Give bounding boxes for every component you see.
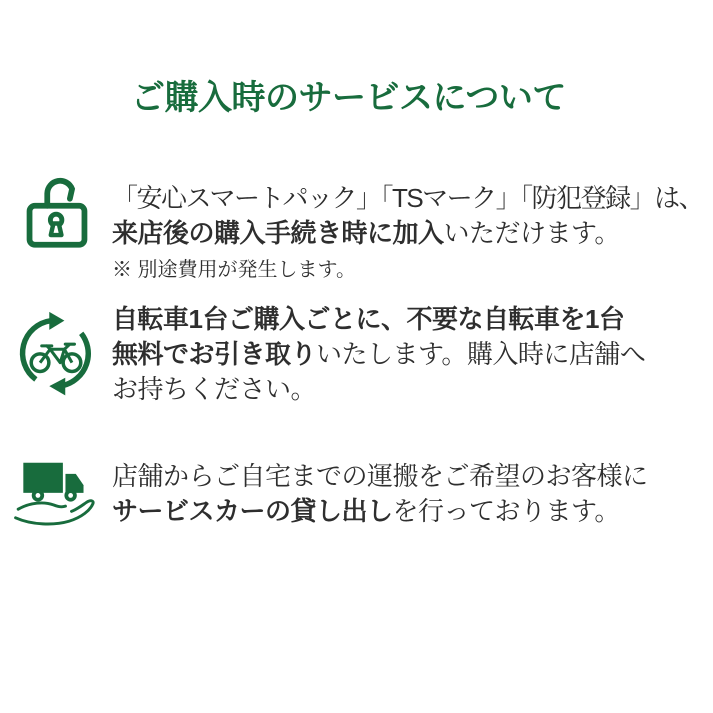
service-line xyxy=(112,216,707,251)
service-line xyxy=(112,181,707,216)
text-segment: 店舗からご自宅までの運搬をご希望のお客様に xyxy=(112,461,648,491)
text-segment: 「安心スマートパック」「TSマーク」「防犯登録」は、 xyxy=(112,183,704,213)
service-section-insurance xyxy=(112,181,707,284)
text-segment: を行っております。 xyxy=(392,496,620,526)
text-segment-bold: 無料でお引き取り xyxy=(112,339,317,369)
service-line xyxy=(112,302,707,337)
text-segment: いただけます。 xyxy=(443,218,620,248)
service-section-delivery xyxy=(112,459,707,529)
delivery-truck-hand-icon xyxy=(11,455,101,541)
page-title: ご購入時のサービスについて xyxy=(131,79,566,117)
text-segment-bold: サービスカーの貸し出し xyxy=(112,496,393,526)
text-segment-bold: 来店後の購入手続き時に加入 xyxy=(112,218,444,248)
text-segment-bold: 自転車1台ご購入ごとに、不要な自転車を1台 xyxy=(112,304,625,334)
bicycle-recycle-icon xyxy=(14,308,98,398)
service-section-trade-in xyxy=(112,302,707,407)
note-text: ※ 別途費用が発生します。 xyxy=(112,259,356,281)
text-segment: お持ちください。 xyxy=(112,374,317,404)
open-padlock-icon xyxy=(26,175,88,249)
service-line xyxy=(112,337,707,372)
text-segment: いたします。購入時に店舗へ xyxy=(316,339,646,369)
service-line xyxy=(112,459,707,494)
service-line xyxy=(112,372,707,407)
service-line xyxy=(112,494,707,529)
